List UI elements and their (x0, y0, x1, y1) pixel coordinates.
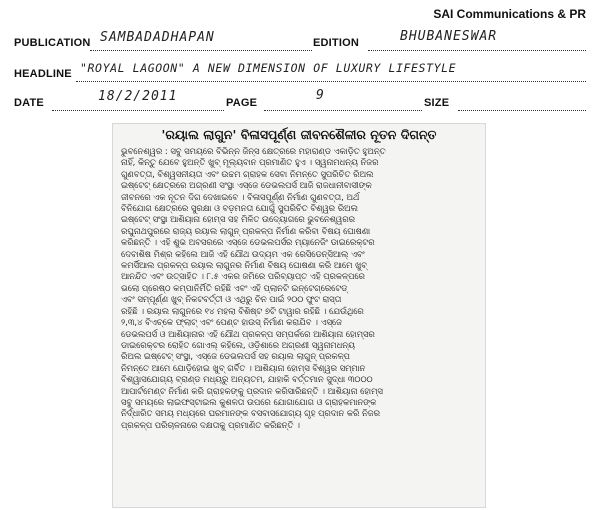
edition-label: EDITION (313, 37, 360, 49)
clipping-line: ରଘୁନାଥପୁରରେ ରାଜ୍ୟ ରୟାଲ ଲାଗୁନ୍ ପ୍ରକଳ୍ପ ନିର୍ମାଣ କରିବା ବିଷୟ ଘୋଷଣା (121, 225, 371, 236)
edition-line (368, 50, 586, 51)
clipping-line: ଡେଭଲପର୍ସ ଓ ଆଶିୟାନାର ଏହି ଯୌଥ ପ୍ରକଳ୍ପ ସମ୍ପର୍କରେ ଆଶିୟାନା ହୋମ୍ସର (121, 328, 375, 339)
clipping-line: ପ୍ରକଳ୍ପ ପରିଚାଳନାରେ ଦକ୍ଷତାକୁ ପ୍ରମାଣିତ କରିଛନ୍ତି । (121, 419, 300, 430)
clipping-line: ଇଷ୍ଟେଟ୍ ସଂସ୍ଥା ଆଶିୟାନା ହୋମ୍ସ ସହ ମିଳିତ ଉଦ୍ୟୋଗରେ ଭୁବନେଶ୍ୱରର (121, 214, 355, 225)
page-value: 9 (316, 88, 325, 103)
clipping-title: 'ରୟାଲ ଲାଗୁନ' ବିଳାସପୂର୍ଣ୍ଣ ଜୀବନଶୈଳୀର ନୂତନ ଦିଗନ୍ତ (161, 127, 437, 142)
page-label: PAGE (226, 97, 258, 109)
clipping-line: ଇଷ୍ଟେଟ୍ କ୍ଷେତ୍ରରେ ଅଗ୍ରଣୀ ସଂସ୍ଥା ଏସ୍‌ଜେ ଡେଭଲପର୍ସ ଆଜି ରାଜଧାନୀବାସୀଙ୍କ (121, 180, 372, 191)
publication-label: PUBLICATION (14, 37, 91, 49)
size-line (458, 110, 586, 111)
clipping-line: ୨,୩,୪ ବିଏଚ୍‌କେ ଫ୍ଲାଟ୍ ଏବଂ ପେଣ୍ଟ ହାଉସ୍ ନିର୍ମାଣ କରାଯିବ । ଏସ୍‌ଜେ (121, 317, 342, 328)
clipping-line: ଗୁଣବତ୍ତା, ବିଶ୍ୱସନୀୟତା ଏବଂ ଉଚ୍ଚମ ଗ୍ରାହକ ସେବା ନିମନ୍ତେ ସୁପରିଚିତ ରିଅଲ (121, 168, 374, 179)
clipping-line: ଭଲୋ ପ୍ରେଷ୍ଠ କମ୍ପାନିର୍ମିତି ରହିଛି ଏବଂ ଏହି ପ୍ଲାନଟି ଇନ୍‌ଟେଗ୍ରେଟେଡ୍ (121, 282, 348, 293)
clipping-line: କମର୍ସିଆଲ ପ୍ରକଳ୍ପ ରୟାଲ ଲାଗୁନର ନିର୍ମାଣ ବିଷୟ ଘୋଷଣା କରି ଆମେ ଖୁବ୍ (121, 260, 367, 271)
clipping-line: ରହିଛି । ରୟାଲ ଲାଗୁନରେ ୧୪ ମହଲା ବିଶିଷ୍ଟ ୭ଟି ଟାୱାର ରହିଛି । ଯେଉଁଥିରେ (121, 305, 364, 316)
clipping-line: ନିମନ୍ତେ ଆମେ ଯୋଡ଼ିହୋଇ ଖୁବ୍ ଗର୍ବିତ । ଆଶିୟାନା ହୋମ୍ସ ବିଶ୍ୱର ସମ୍ମାନ (121, 362, 366, 373)
clipping-line: କରିଛନ୍ତି । ଏହି ଶୁଭ ଅବସରରେ ଏସ୍‌ଜେ ଡେଭଲପର୍ସର ମ୍ୟାନେଜିଂ ଡାଇରେକ୍ଟର (121, 237, 375, 248)
clipping-line: ଜୀବନରେ ଏକ ନୂତନ ଦିଗ ଦେଖାଇବେ । ବିଳାସପୂର୍ଣ୍ଣ ନିର୍ମାଣ ଗୁଣବତ୍ତା, ଅର୍ଥ (121, 191, 360, 202)
date-value: 18/2/2011 (98, 89, 178, 104)
publication-line (90, 50, 312, 51)
newspaper-clipping (112, 123, 486, 508)
size-label: SIZE (424, 97, 450, 109)
clipping-line: ନିର୍ଦ୍ଧାରିତ ସମୟ ମଧ୍ୟରେ ଘରମାନଙ୍କ ବସବାସଯୋଗ୍ୟ ଗୃହ ପ୍ରଦାନ କରି ନିଜର (121, 408, 380, 419)
clipping-line: ରିଅଲ ଇଷ୍ଟେଟ୍ ସଂସ୍ଥା, ଏସ୍‌ଜେ ଡେଭଲପର୍ସ ସହ ରୟାଲ ଲାଗୁନ୍ ପ୍ରକଳ୍ପ (121, 351, 350, 362)
clipping-line: ଏବଂ ସମ୍ପୂର୍ଣ୍ଣ ଖୁବ୍ ନିକଟବର୍ତ୍ତୀ ଓ ଏଥିରୁ ଚିନ ପାଇଁ ୨୦୦ ଫୁଟ ରାସ୍ତା (121, 294, 342, 305)
date-line (52, 110, 224, 111)
publication-value: SAMBADADHAPAN (100, 30, 215, 45)
page-line (264, 110, 422, 111)
headline-label: HEADLINE (14, 68, 72, 80)
clipping-body (121, 146, 477, 501)
clipping-line: ବିଶ୍ୱାସଯୋଗ୍ୟ ବ୍ରାଣ୍ଡ ମଧ୍ୟରୁ ଅନ୍ୟତମ, ଯାହାକି ବର୍ତ୍ତମାନ ସୁଦ୍ଧା ୩୦୦୦ (121, 374, 373, 385)
clipping-line: ଭୁବନେଶ୍ୱର : ସବୁ ସମୟରେ ବିଭିନ୍ନ ଜିନ୍ସ କ୍ଷେତ୍ରରେ ମହାରାଣ୍ଡ ଏକାଡ଼ିତ ହୁଅନ୍ତ (121, 146, 386, 156)
clipping-line: ବିନିଯୋଗ କ୍ଷେତ୍ରରେ ସୁରକ୍ଷା ଓ ବଡ଼ମନତା ଯୋଗୁଁ ସୁପରିଚିତ ବିଶ୍ୱର ରିଅଲ (121, 203, 358, 214)
agency-name: SAI Communications & PR (433, 7, 586, 21)
clipping-line: ସବୁ ସମୟରେ ଲାଇଫସ୍ଟାଇଲ କୁଶଳତା ଉପରେ ଯୋଗାଯୋଗ ଓ ଗ୍ରାହକମାନଙ୍କ (121, 396, 377, 407)
clipping-line: ଡାଇରେକ୍ଟର ରୋହିତ ଗୋଏଲ୍ କହିଲେ, ଓଡ଼ିଶାରେ ଅଗ୍ରଣୀ ସ୍ୱନାମଧନ୍ୟ (121, 339, 355, 350)
date-label: DATE (14, 97, 44, 109)
clipping-line: ଆପାର୍ଟମେଣ୍ଟ ନିର୍ମାଣ କରି ଗ୍ରାହକଙ୍କୁ ପ୍ରଦାନ କରିସାରିଛନ୍ତି । ଆଶିୟାନା ହୋମ୍ସ (121, 385, 383, 396)
clipping-line: ଆନନ୍ଦିତ ଏବଂ ଉତ୍ସାହିତ । ୮.୫ ଏକର ଜମିରେ ପରିବ୍ୟାପ୍ତ ଏହି ପ୍ରକଳ୍ପରେ (121, 271, 365, 282)
headline-value: "ROYAL LAGOON" A NEW DIMENSION OF LUXURY LIFESTYLE (80, 61, 457, 75)
edition-value: BHUBANESWAR (400, 29, 498, 44)
clipping-line: ଦେବାଶିଷ ମିଶ୍ର କହିଲେ ଆଜି ଏହି ଯୌଥ ଉଦ୍ୟମ ଏକ ରେସିଡେନ୍ସିଆଲ୍ ଏବଂ (121, 248, 365, 259)
clipping-line: ନାହିଁ, କିନ୍ତୁ ଯେବେ ହୁଅନ୍ତି ଖୁବ୍ ମୂଲ୍ୟବାନ ପ୍ରମାଣିତ ହୁଏ । ସ୍ୱନାମଧନ୍ୟ ନିଜର (121, 157, 379, 168)
headline-line (76, 81, 586, 82)
